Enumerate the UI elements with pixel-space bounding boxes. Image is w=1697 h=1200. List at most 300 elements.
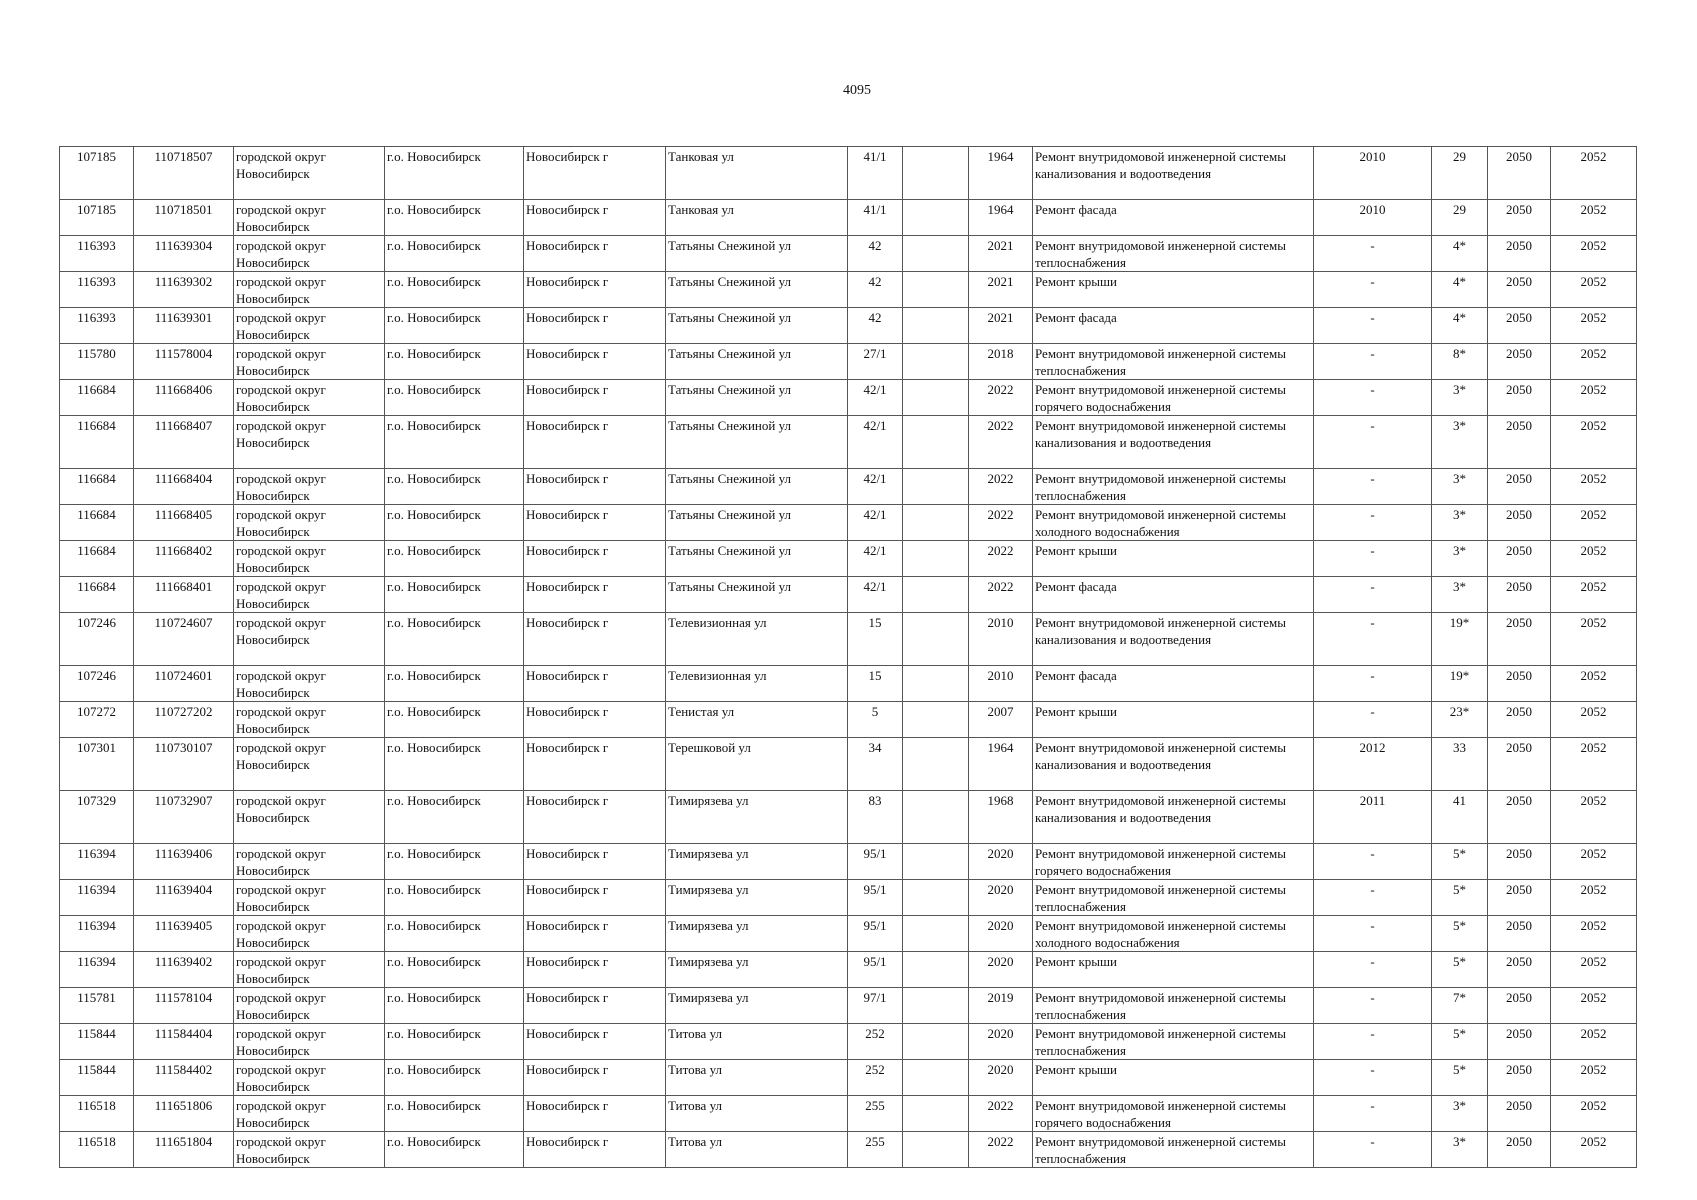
- cell-blank: [903, 791, 969, 844]
- cell-plan-end: 2052: [1551, 1096, 1637, 1132]
- cell-item-id: 111639302: [134, 272, 234, 308]
- cell-plan-end: 2052: [1551, 344, 1637, 380]
- cell-wear: 19*: [1432, 666, 1488, 702]
- cell-settlement: г.о. Новосибирск: [385, 1096, 524, 1132]
- cell-plan-end: 2052: [1551, 844, 1637, 880]
- cell-work-type: Ремонт фасада: [1033, 577, 1314, 613]
- cell-year-built: 1968: [969, 791, 1033, 844]
- cell-plan-end: 2052: [1551, 577, 1637, 613]
- cell-settlement: г.о. Новосибирск: [385, 147, 524, 200]
- cell-city: Новосибирск г: [524, 702, 666, 738]
- cell-year-built: 1964: [969, 200, 1033, 236]
- cell-plan-start: 2050: [1488, 791, 1551, 844]
- cell-city: Новосибирск г: [524, 666, 666, 702]
- cell-ref-id: 116394: [60, 844, 134, 880]
- cell-year-built: 2022: [969, 1096, 1033, 1132]
- cell-work-type: Ремонт фасада: [1033, 666, 1314, 702]
- cell-item-id: 111639402: [134, 952, 234, 988]
- cell-wear: 29: [1432, 200, 1488, 236]
- cell-city: Новосибирск г: [524, 916, 666, 952]
- cell-ref-id: 116394: [60, 916, 134, 952]
- cell-last-repair-year: -: [1314, 952, 1432, 988]
- cell-last-repair-year: -: [1314, 1096, 1432, 1132]
- cell-plan-start: 2050: [1488, 702, 1551, 738]
- table-row: [60, 344, 1637, 380]
- cell-house-number: 252: [848, 1024, 903, 1060]
- cell-city: Новосибирск г: [524, 791, 666, 844]
- cell-plan-end: 2052: [1551, 613, 1637, 666]
- cell-settlement: г.о. Новосибирск: [385, 666, 524, 702]
- cell-house-number: 95/1: [848, 880, 903, 916]
- cell-house-number: 27/1: [848, 344, 903, 380]
- cell-municipal-district: городской округ Новосибирск: [234, 666, 385, 702]
- cell-item-id: 111651804: [134, 1132, 234, 1168]
- cell-blank: [903, 880, 969, 916]
- cell-plan-start: 2050: [1488, 1132, 1551, 1168]
- cell-item-id: 111578104: [134, 988, 234, 1024]
- cell-blank: [903, 541, 969, 577]
- cell-last-repair-year: -: [1314, 577, 1432, 613]
- cell-ref-id: 115780: [60, 344, 134, 380]
- cell-blank: [903, 577, 969, 613]
- table-row: [60, 236, 1637, 272]
- cell-plan-start: 2050: [1488, 505, 1551, 541]
- cell-plan-end: 2052: [1551, 702, 1637, 738]
- cell-ref-id: 116684: [60, 505, 134, 541]
- cell-wear: 3*: [1432, 505, 1488, 541]
- cell-wear: 4*: [1432, 236, 1488, 272]
- cell-last-repair-year: -: [1314, 1060, 1432, 1096]
- cell-house-number: 15: [848, 613, 903, 666]
- cell-item-id: 110718501: [134, 200, 234, 236]
- cell-wear: 23*: [1432, 702, 1488, 738]
- table-row: [60, 952, 1637, 988]
- cell-plan-end: 2052: [1551, 880, 1637, 916]
- cell-plan-start: 2050: [1488, 344, 1551, 380]
- cell-city: Новосибирск г: [524, 147, 666, 200]
- cell-blank: [903, 416, 969, 469]
- cell-work-type: Ремонт внутридомовой инженерной системы теплоснабжения: [1033, 1024, 1314, 1060]
- cell-ref-id: 116393: [60, 236, 134, 272]
- cell-wear: 3*: [1432, 1096, 1488, 1132]
- cell-house-number: 255: [848, 1096, 903, 1132]
- cell-work-type: Ремонт крыши: [1033, 1060, 1314, 1096]
- cell-city: Новосибирск г: [524, 613, 666, 666]
- cell-municipal-district: городской округ Новосибирск: [234, 308, 385, 344]
- cell-ref-id: 107329: [60, 791, 134, 844]
- cell-last-repair-year: -: [1314, 505, 1432, 541]
- table-row: [60, 200, 1637, 236]
- cell-wear: 33: [1432, 738, 1488, 791]
- cell-ref-id: 107246: [60, 666, 134, 702]
- cell-ref-id: 116684: [60, 469, 134, 505]
- cell-plan-end: 2052: [1551, 469, 1637, 505]
- cell-item-id: 111584404: [134, 1024, 234, 1060]
- cell-municipal-district: городской округ Новосибирск: [234, 505, 385, 541]
- cell-year-built: 2020: [969, 1060, 1033, 1096]
- cell-blank: [903, 147, 969, 200]
- cell-plan-start: 2050: [1488, 236, 1551, 272]
- cell-house-number: 5: [848, 702, 903, 738]
- cell-item-id: 111584402: [134, 1060, 234, 1096]
- cell-blank: [903, 236, 969, 272]
- cell-street: Тимирязева ул: [666, 791, 848, 844]
- cell-street: Татьяны Снежиной ул: [666, 236, 848, 272]
- cell-street: Телевизионная ул: [666, 613, 848, 666]
- cell-municipal-district: городской округ Новосибирск: [234, 1132, 385, 1168]
- cell-municipal-district: городской округ Новосибирск: [234, 272, 385, 308]
- cell-street: Тимирязева ул: [666, 844, 848, 880]
- cell-plan-start: 2050: [1488, 1024, 1551, 1060]
- table-row: [60, 880, 1637, 916]
- registry-table: [59, 146, 1637, 1168]
- cell-plan-end: 2052: [1551, 1060, 1637, 1096]
- cell-municipal-district: городской округ Новосибирск: [234, 880, 385, 916]
- cell-plan-end: 2052: [1551, 505, 1637, 541]
- cell-plan-start: 2050: [1488, 880, 1551, 916]
- cell-last-repair-year: -: [1314, 613, 1432, 666]
- cell-street: Татьяны Снежиной ул: [666, 380, 848, 416]
- cell-city: Новосибирск г: [524, 1060, 666, 1096]
- cell-year-built: 1964: [969, 738, 1033, 791]
- cell-item-id: 111668402: [134, 541, 234, 577]
- table-row: [60, 666, 1637, 702]
- cell-city: Новосибирск г: [524, 880, 666, 916]
- cell-item-id: 111578004: [134, 344, 234, 380]
- cell-year-built: 2018: [969, 344, 1033, 380]
- table-row: [60, 988, 1637, 1024]
- cell-blank: [903, 666, 969, 702]
- cell-settlement: г.о. Новосибирск: [385, 738, 524, 791]
- cell-last-repair-year: -: [1314, 308, 1432, 344]
- cell-work-type: Ремонт внутридомовой инженерной системы канализования и водоотведения: [1033, 791, 1314, 844]
- table-row: [60, 1132, 1637, 1168]
- table-row: [60, 844, 1637, 880]
- cell-wear: 3*: [1432, 469, 1488, 505]
- cell-street: Титова ул: [666, 1096, 848, 1132]
- cell-wear: 5*: [1432, 1060, 1488, 1096]
- cell-municipal-district: городской округ Новосибирск: [234, 791, 385, 844]
- cell-work-type: Ремонт внутридомовой инженерной системы канализования и водоотведения: [1033, 147, 1314, 200]
- cell-municipal-district: городской округ Новосибирск: [234, 469, 385, 505]
- cell-plan-start: 2050: [1488, 416, 1551, 469]
- cell-municipal-district: городской округ Новосибирск: [234, 200, 385, 236]
- cell-wear: 3*: [1432, 577, 1488, 613]
- cell-street: Терешковой ул: [666, 738, 848, 791]
- cell-plan-end: 2052: [1551, 380, 1637, 416]
- table-row: [60, 1096, 1637, 1132]
- cell-street: Татьяны Снежиной ул: [666, 416, 848, 469]
- cell-plan-end: 2052: [1551, 791, 1637, 844]
- cell-municipal-district: городской округ Новосибирск: [234, 916, 385, 952]
- cell-municipal-district: городской округ Новосибирск: [234, 988, 385, 1024]
- cell-city: Новосибирск г: [524, 952, 666, 988]
- cell-street: Титова ул: [666, 1132, 848, 1168]
- cell-city: Новосибирск г: [524, 200, 666, 236]
- cell-blank: [903, 613, 969, 666]
- cell-blank: [903, 1096, 969, 1132]
- cell-plan-start: 2050: [1488, 1060, 1551, 1096]
- cell-settlement: г.о. Новосибирск: [385, 1024, 524, 1060]
- table-row: [60, 147, 1637, 200]
- cell-city: Новосибирск г: [524, 380, 666, 416]
- cell-year-built: 2020: [969, 844, 1033, 880]
- cell-year-built: 2022: [969, 416, 1033, 469]
- cell-ref-id: 107301: [60, 738, 134, 791]
- cell-item-id: 111668404: [134, 469, 234, 505]
- cell-municipal-district: городской округ Новосибирск: [234, 738, 385, 791]
- cell-item-id: 110730107: [134, 738, 234, 791]
- cell-plan-start: 2050: [1488, 1096, 1551, 1132]
- cell-blank: [903, 505, 969, 541]
- cell-wear: 7*: [1432, 988, 1488, 1024]
- cell-plan-end: 2052: [1551, 541, 1637, 577]
- cell-settlement: г.о. Новосибирск: [385, 236, 524, 272]
- cell-year-built: 2020: [969, 916, 1033, 952]
- cell-settlement: г.о. Новосибирск: [385, 988, 524, 1024]
- cell-item-id: 111668406: [134, 380, 234, 416]
- cell-city: Новосибирск г: [524, 1024, 666, 1060]
- cell-work-type: Ремонт внутридомовой инженерной системы горячего водоснабжения: [1033, 380, 1314, 416]
- cell-last-repair-year: -: [1314, 880, 1432, 916]
- cell-plan-end: 2052: [1551, 416, 1637, 469]
- cell-plan-start: 2050: [1488, 147, 1551, 200]
- cell-house-number: 42/1: [848, 469, 903, 505]
- cell-street: Телевизионная ул: [666, 666, 848, 702]
- cell-wear: 5*: [1432, 916, 1488, 952]
- cell-plan-start: 2050: [1488, 272, 1551, 308]
- cell-street: Титова ул: [666, 1024, 848, 1060]
- cell-plan-start: 2050: [1488, 613, 1551, 666]
- cell-settlement: г.о. Новосибирск: [385, 272, 524, 308]
- cell-house-number: 42: [848, 308, 903, 344]
- cell-plan-start: 2050: [1488, 541, 1551, 577]
- table-row: [60, 916, 1637, 952]
- cell-house-number: 41/1: [848, 147, 903, 200]
- cell-plan-end: 2052: [1551, 147, 1637, 200]
- cell-ref-id: 116684: [60, 416, 134, 469]
- cell-last-repair-year: -: [1314, 666, 1432, 702]
- cell-settlement: г.о. Новосибирск: [385, 791, 524, 844]
- cell-settlement: г.о. Новосибирск: [385, 541, 524, 577]
- cell-year-built: 2022: [969, 505, 1033, 541]
- cell-year-built: 2019: [969, 988, 1033, 1024]
- cell-work-type: Ремонт крыши: [1033, 702, 1314, 738]
- cell-wear: 3*: [1432, 416, 1488, 469]
- cell-ref-id: 115844: [60, 1060, 134, 1096]
- cell-plan-end: 2052: [1551, 952, 1637, 988]
- cell-work-type: Ремонт внутридомовой инженерной системы горячего водоснабжения: [1033, 1096, 1314, 1132]
- cell-settlement: г.о. Новосибирск: [385, 613, 524, 666]
- cell-plan-start: 2050: [1488, 988, 1551, 1024]
- cell-year-built: 1964: [969, 147, 1033, 200]
- cell-blank: [903, 952, 969, 988]
- cell-city: Новосибирск г: [524, 1132, 666, 1168]
- cell-municipal-district: городской округ Новосибирск: [234, 844, 385, 880]
- cell-blank: [903, 380, 969, 416]
- cell-wear: 5*: [1432, 844, 1488, 880]
- cell-plan-start: 2050: [1488, 666, 1551, 702]
- cell-plan-start: 2050: [1488, 200, 1551, 236]
- cell-item-id: 111651806: [134, 1096, 234, 1132]
- cell-house-number: 41/1: [848, 200, 903, 236]
- cell-plan-start: 2050: [1488, 952, 1551, 988]
- cell-year-built: 2020: [969, 1024, 1033, 1060]
- cell-work-type: Ремонт крыши: [1033, 541, 1314, 577]
- cell-year-built: 2010: [969, 666, 1033, 702]
- cell-wear: 41: [1432, 791, 1488, 844]
- cell-settlement: г.о. Новосибирск: [385, 469, 524, 505]
- cell-ref-id: 116684: [60, 577, 134, 613]
- cell-municipal-district: городской округ Новосибирск: [234, 380, 385, 416]
- cell-year-built: 2022: [969, 380, 1033, 416]
- cell-year-built: 2022: [969, 577, 1033, 613]
- cell-year-built: 2022: [969, 541, 1033, 577]
- cell-city: Новосибирск г: [524, 308, 666, 344]
- cell-last-repair-year: -: [1314, 469, 1432, 505]
- cell-plan-end: 2052: [1551, 272, 1637, 308]
- cell-house-number: 42: [848, 236, 903, 272]
- cell-work-type: Ремонт внутридомовой инженерной системы канализования и водоотведения: [1033, 416, 1314, 469]
- cell-wear: 4*: [1432, 272, 1488, 308]
- cell-work-type: Ремонт внутридомовой инженерной системы теплоснабжения: [1033, 236, 1314, 272]
- cell-ref-id: 107185: [60, 200, 134, 236]
- table-row: [60, 416, 1637, 469]
- cell-city: Новосибирск г: [524, 844, 666, 880]
- cell-house-number: 42: [848, 272, 903, 308]
- cell-blank: [903, 844, 969, 880]
- table-row: [60, 577, 1637, 613]
- cell-blank: [903, 344, 969, 380]
- cell-work-type: Ремонт внутридомовой инженерной системы горячего водоснабжения: [1033, 844, 1314, 880]
- cell-city: Новосибирск г: [524, 988, 666, 1024]
- cell-work-type: Ремонт внутридомовой инженерной системы холодного водоснабжения: [1033, 505, 1314, 541]
- cell-ref-id: 115781: [60, 988, 134, 1024]
- cell-ref-id: 107272: [60, 702, 134, 738]
- cell-year-built: 2020: [969, 880, 1033, 916]
- cell-blank: [903, 469, 969, 505]
- cell-item-id: 110718507: [134, 147, 234, 200]
- table-row: [60, 1024, 1637, 1060]
- table-row: [60, 308, 1637, 344]
- cell-item-id: 110727202: [134, 702, 234, 738]
- cell-settlement: г.о. Новосибирск: [385, 344, 524, 380]
- cell-last-repair-year: -: [1314, 380, 1432, 416]
- cell-plan-end: 2052: [1551, 200, 1637, 236]
- cell-last-repair-year: 2011: [1314, 791, 1432, 844]
- cell-city: Новосибирск г: [524, 416, 666, 469]
- cell-item-id: 111639406: [134, 844, 234, 880]
- cell-ref-id: 116684: [60, 541, 134, 577]
- cell-last-repair-year: -: [1314, 1024, 1432, 1060]
- cell-city: Новосибирск г: [524, 272, 666, 308]
- cell-street: Татьяны Снежиной ул: [666, 577, 848, 613]
- table-row: [60, 738, 1637, 791]
- cell-settlement: г.о. Новосибирск: [385, 416, 524, 469]
- cell-city: Новосибирск г: [524, 505, 666, 541]
- cell-street: Танковая ул: [666, 200, 848, 236]
- cell-plan-end: 2052: [1551, 308, 1637, 344]
- cell-last-repair-year: -: [1314, 844, 1432, 880]
- cell-municipal-district: городской округ Новосибирск: [234, 577, 385, 613]
- cell-work-type: Ремонт внутридомовой инженерной системы теплоснабжения: [1033, 344, 1314, 380]
- cell-last-repair-year: -: [1314, 702, 1432, 738]
- cell-plan-start: 2050: [1488, 738, 1551, 791]
- cell-wear: 8*: [1432, 344, 1488, 380]
- table-row: [60, 541, 1637, 577]
- cell-settlement: г.о. Новосибирск: [385, 880, 524, 916]
- cell-house-number: 252: [848, 1060, 903, 1096]
- cell-blank: [903, 702, 969, 738]
- cell-year-built: 2010: [969, 613, 1033, 666]
- cell-municipal-district: городской округ Новосибирск: [234, 1096, 385, 1132]
- cell-ref-id: 115844: [60, 1024, 134, 1060]
- cell-municipal-district: городской округ Новосибирск: [234, 952, 385, 988]
- cell-last-repair-year: -: [1314, 1132, 1432, 1168]
- cell-work-type: Ремонт крыши: [1033, 272, 1314, 308]
- cell-street: Тимирязева ул: [666, 988, 848, 1024]
- cell-municipal-district: городской округ Новосибирск: [234, 344, 385, 380]
- cell-last-repair-year: 2012: [1314, 738, 1432, 791]
- cell-work-type: Ремонт внутридомовой инженерной системы канализования и водоотведения: [1033, 613, 1314, 666]
- cell-plan-end: 2052: [1551, 236, 1637, 272]
- cell-settlement: г.о. Новосибирск: [385, 702, 524, 738]
- cell-last-repair-year: -: [1314, 988, 1432, 1024]
- page-number: 4095: [843, 83, 871, 98]
- cell-house-number: 15: [848, 666, 903, 702]
- cell-wear: 5*: [1432, 952, 1488, 988]
- cell-settlement: г.о. Новосибирск: [385, 200, 524, 236]
- cell-blank: [903, 738, 969, 791]
- cell-street: Тимирязева ул: [666, 880, 848, 916]
- cell-ref-id: 116684: [60, 380, 134, 416]
- cell-house-number: 42/1: [848, 505, 903, 541]
- cell-item-id: 110724607: [134, 613, 234, 666]
- table-row: [60, 702, 1637, 738]
- cell-item-id: 111639304: [134, 236, 234, 272]
- cell-last-repair-year: 2010: [1314, 200, 1432, 236]
- cell-blank: [903, 272, 969, 308]
- cell-item-id: 111639404: [134, 880, 234, 916]
- cell-settlement: г.о. Новосибирск: [385, 308, 524, 344]
- cell-year-built: 2020: [969, 952, 1033, 988]
- cell-ref-id: 116394: [60, 880, 134, 916]
- cell-municipal-district: городской округ Новосибирск: [234, 1024, 385, 1060]
- cell-last-repair-year: -: [1314, 541, 1432, 577]
- cell-year-built: 2022: [969, 469, 1033, 505]
- cell-work-type: Ремонт внутридомовой инженерной системы холодного водоснабжения: [1033, 916, 1314, 952]
- cell-work-type: Ремонт фасада: [1033, 200, 1314, 236]
- cell-plan-start: 2050: [1488, 577, 1551, 613]
- table-row: [60, 505, 1637, 541]
- cell-settlement: г.о. Новосибирск: [385, 1060, 524, 1096]
- cell-plan-end: 2052: [1551, 666, 1637, 702]
- cell-blank: [903, 308, 969, 344]
- cell-municipal-district: городской округ Новосибирск: [234, 702, 385, 738]
- cell-street: Тимирязева ул: [666, 952, 848, 988]
- cell-street: Тимирязева ул: [666, 916, 848, 952]
- cell-year-built: 2022: [969, 1132, 1033, 1168]
- cell-settlement: г.о. Новосибирск: [385, 1132, 524, 1168]
- cell-plan-end: 2052: [1551, 1024, 1637, 1060]
- cell-settlement: г.о. Новосибирск: [385, 916, 524, 952]
- cell-blank: [903, 200, 969, 236]
- cell-year-built: 2007: [969, 702, 1033, 738]
- cell-street: Татьяны Снежиной ул: [666, 344, 848, 380]
- cell-plan-start: 2050: [1488, 916, 1551, 952]
- cell-work-type: Ремонт крыши: [1033, 952, 1314, 988]
- cell-settlement: г.о. Новосибирск: [385, 505, 524, 541]
